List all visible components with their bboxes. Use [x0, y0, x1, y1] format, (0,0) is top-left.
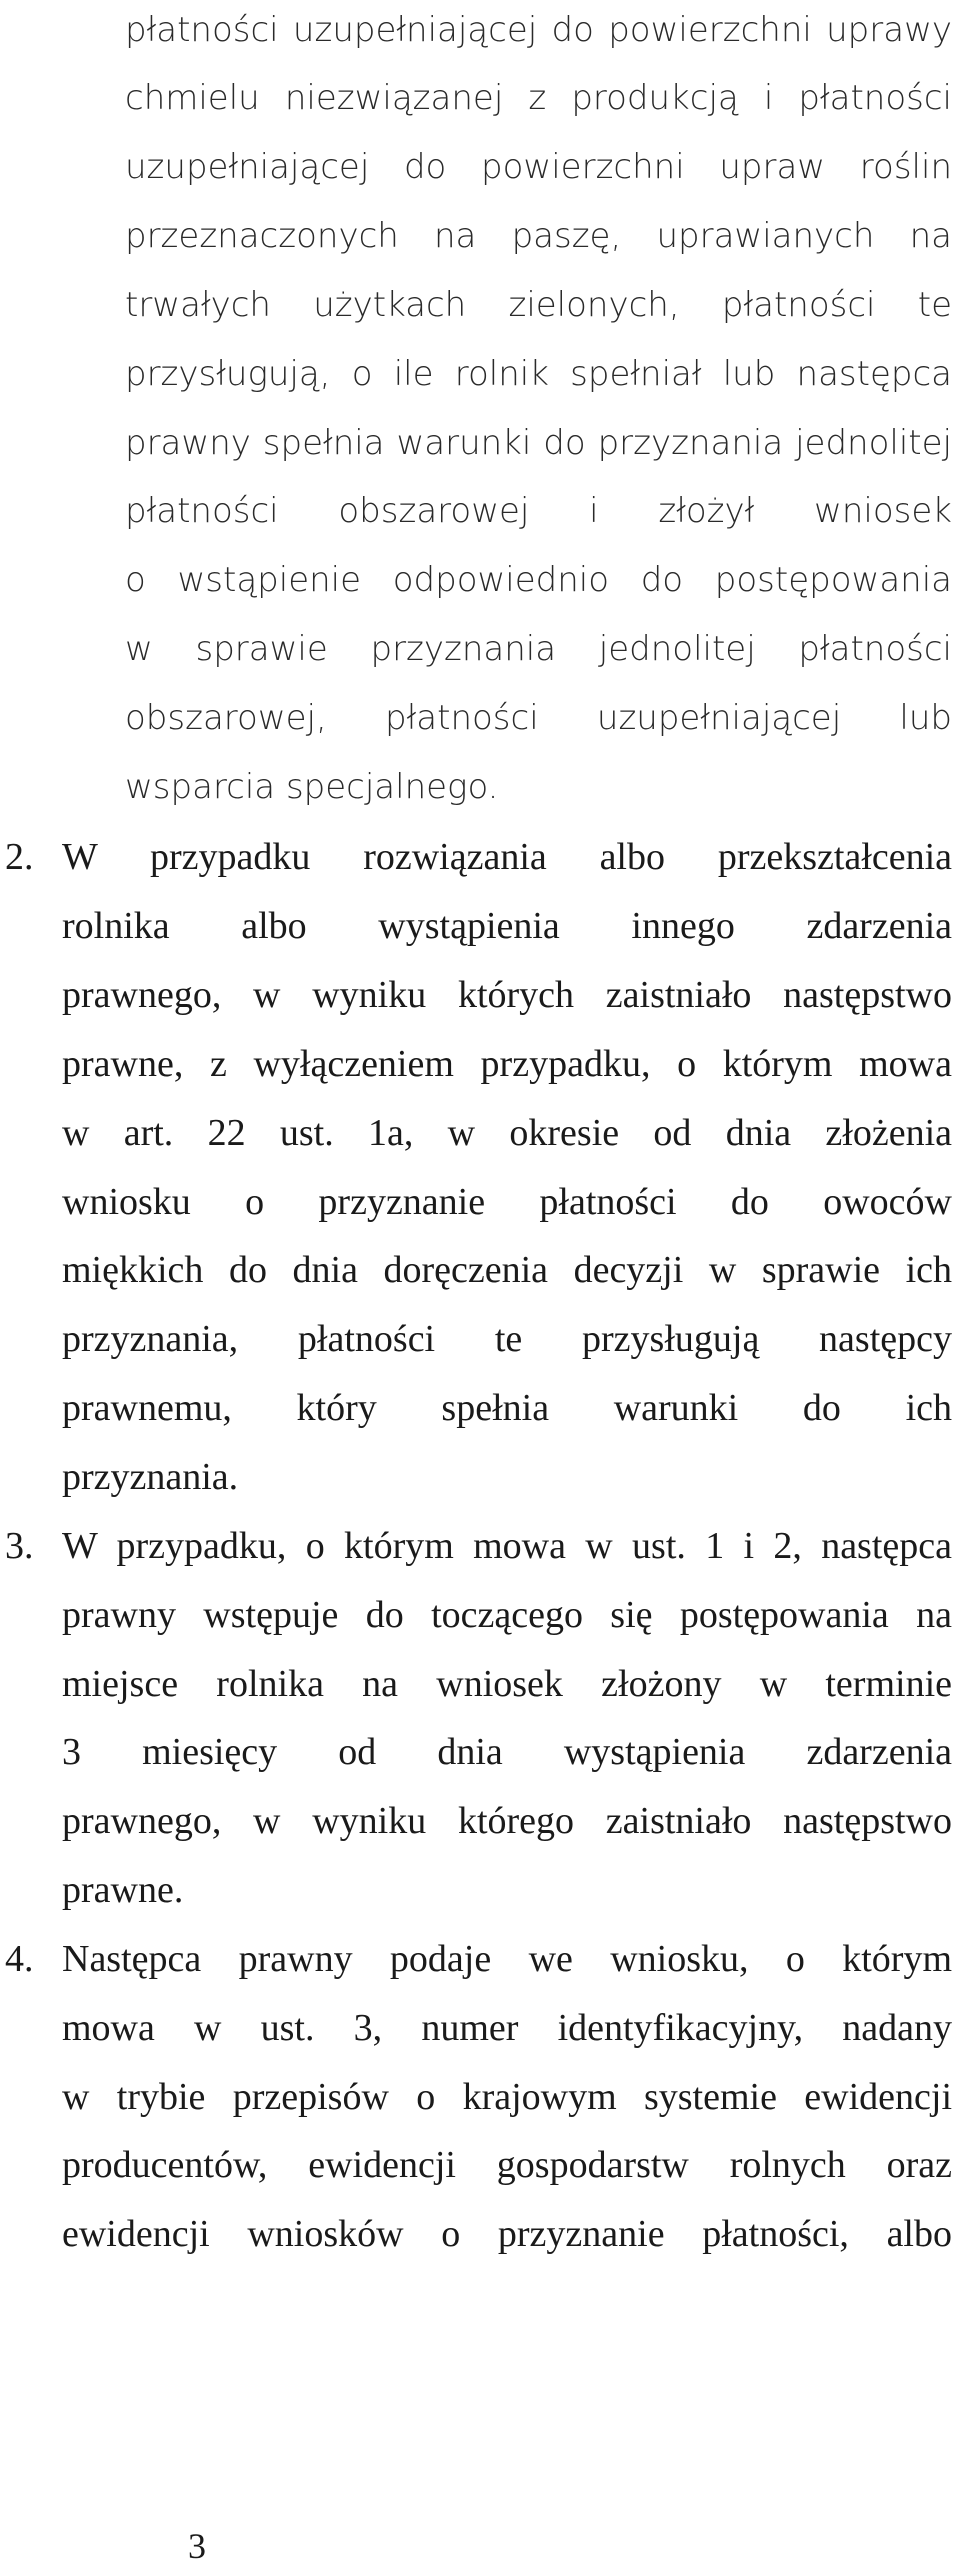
text-line: prawnego, w wyniku których zaistniało następstwo	[62, 974, 952, 1016]
text-line: Następca prawny podaje we wniosku, o którym	[62, 1938, 952, 1980]
text-line: przysługują, o ile rolnik spełniał lub następca	[125, 354, 952, 394]
text-line: 3 miesięcy od dnia wystąpienia zdarzenia	[62, 1731, 952, 1773]
text-line: producentów, ewidencji gospodarstw rolnych oraz	[62, 2144, 952, 2186]
text-line: prawny spełnia warunki do przyznania jednolitej	[125, 423, 952, 463]
text-line: w art. 22 ust. 1a, w okresie od dnia złożenia	[62, 1112, 952, 1154]
text-line: W przypadku rozwiązania albo przekształcenia	[62, 836, 952, 878]
text-line: prawny wstępuje do toczącego się postępowania na	[62, 1594, 952, 1636]
text-line: uzupełniającej do powierzchni upraw roślin	[125, 147, 952, 187]
text-line: ewidencji wniosków o przyznanie płatności, albo	[62, 2213, 952, 2255]
page-number: 3	[188, 2526, 206, 2566]
text-line: wsparcia specjalnego.	[125, 767, 499, 807]
text-line: prawne.	[62, 1869, 184, 1911]
text-line: trwałych użytkach zielonych, płatności te	[125, 285, 952, 325]
text-line: płatności obszarowej i złożył wniosek	[125, 491, 952, 531]
text-line: przeznaczonych na paszę, uprawianych na	[125, 216, 952, 256]
text-line: obszarowej, płatności uzupełniającej lub	[125, 698, 952, 738]
text-line: prawne, z wyłączeniem przypadku, o którym mowa	[62, 1043, 952, 1085]
text-line: w sprawie przyznania jednolitej płatności	[125, 629, 952, 669]
item-number: 3.	[5, 1525, 34, 1567]
item-number: 4.	[5, 1938, 34, 1980]
text-line: miękkich do dnia doręczenia decyzji w sprawie ich	[62, 1249, 952, 1291]
text-line: prawnego, w wyniku którego zaistniało następstwo	[62, 1800, 952, 1842]
text-line: w trybie przepisów o krajowym systemie ewidencji	[62, 2076, 952, 2118]
text-line: rolnika albo wystąpienia innego zdarzenia	[62, 905, 952, 947]
text-line: W przypadku, o którym mowa w ust. 1 i 2, następca	[62, 1525, 952, 1567]
item-number: 2.	[5, 836, 34, 878]
text-line: przyznania.	[62, 1456, 239, 1498]
text-line: przyznania, płatności te przysługują następcy	[62, 1318, 952, 1360]
text-line: o wstąpienie odpowiednio do postępowania	[125, 560, 952, 600]
text-line: miejsce rolnika na wniosek złożony w terminie	[62, 1663, 952, 1705]
text-line: prawnemu, który spełnia warunki do ich	[62, 1387, 952, 1429]
text-line: wniosku o przyznanie płatności do owoców	[62, 1181, 952, 1223]
text-line: chmielu niezwiązanej z produkcją i płatności	[125, 78, 952, 118]
text-line: mowa w ust. 3, numer identyfikacyjny, nadany	[62, 2007, 952, 2049]
text-line: płatności uzupełniającej do powierzchni uprawy	[125, 10, 952, 50]
